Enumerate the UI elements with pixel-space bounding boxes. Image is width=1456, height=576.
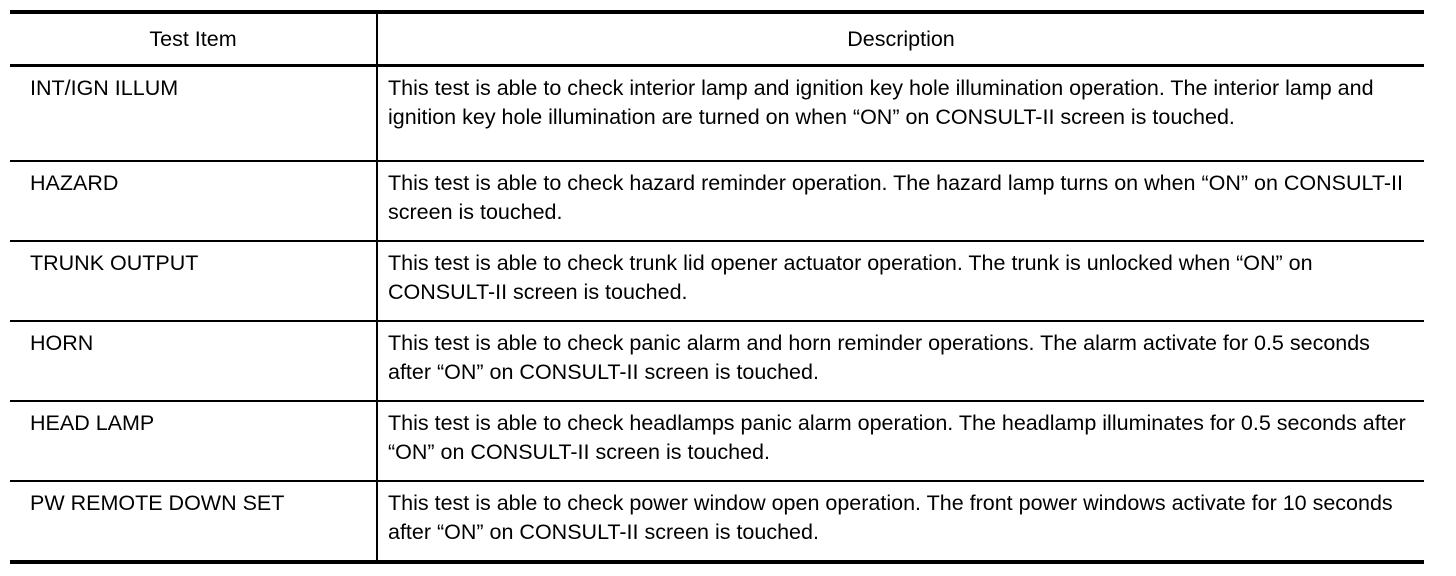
table-row [10, 66, 1424, 162]
description-cell: This test is able to check interior lamp and ignition key hole illumination operation. The interior lamp and ignition key hole illumination are turned on when “ON” on CONSULT-II screen is touched. [377, 66, 1424, 162]
description-cell: This test is able to check hazard reminder operation. The hazard lamp turns on when “ON” on CONSULT-II screen is touched. [377, 161, 1424, 241]
description-cell: This test is able to check trunk lid opener actuator operation. The trunk is unlocked when “ON” on CONSULT-II screen is touched. [377, 241, 1424, 321]
test-item-cell: TRUNK OUTPUT [10, 241, 377, 321]
header-test-item: Test Item [10, 12, 377, 66]
table-row [10, 481, 1424, 562]
test-item-cell: INT/IGN ILLUM [10, 66, 377, 162]
test-item-cell: PW REMOTE DOWN SET [10, 481, 377, 562]
header-description: Description [377, 12, 1424, 66]
table-header-row [10, 12, 1424, 66]
table-row [10, 241, 1424, 321]
table-row [10, 401, 1424, 481]
description-cell: This test is able to check panic alarm and horn reminder operations. The alarm activate for 0.5 seconds after “ON” on CONSULT-II screen is touched. [377, 321, 1424, 401]
description-cell: This test is able to check headlamps panic alarm operation. The headlamp illuminates for 0.5 seconds after “ON” on CONSULT-II screen is touched. [377, 401, 1424, 481]
test-item-table [10, 10, 1424, 564]
test-item-cell: HORN [10, 321, 377, 401]
test-item-cell: HEAD LAMP [10, 401, 377, 481]
table-row [10, 321, 1424, 401]
test-item-table-container [10, 10, 1424, 564]
test-item-cell: HAZARD [10, 161, 377, 241]
table-row [10, 161, 1424, 241]
description-cell: This test is able to check power window open operation. The front power windows activate for 10 seconds after “ON” on CONSULT-II screen is touched. [377, 481, 1424, 562]
